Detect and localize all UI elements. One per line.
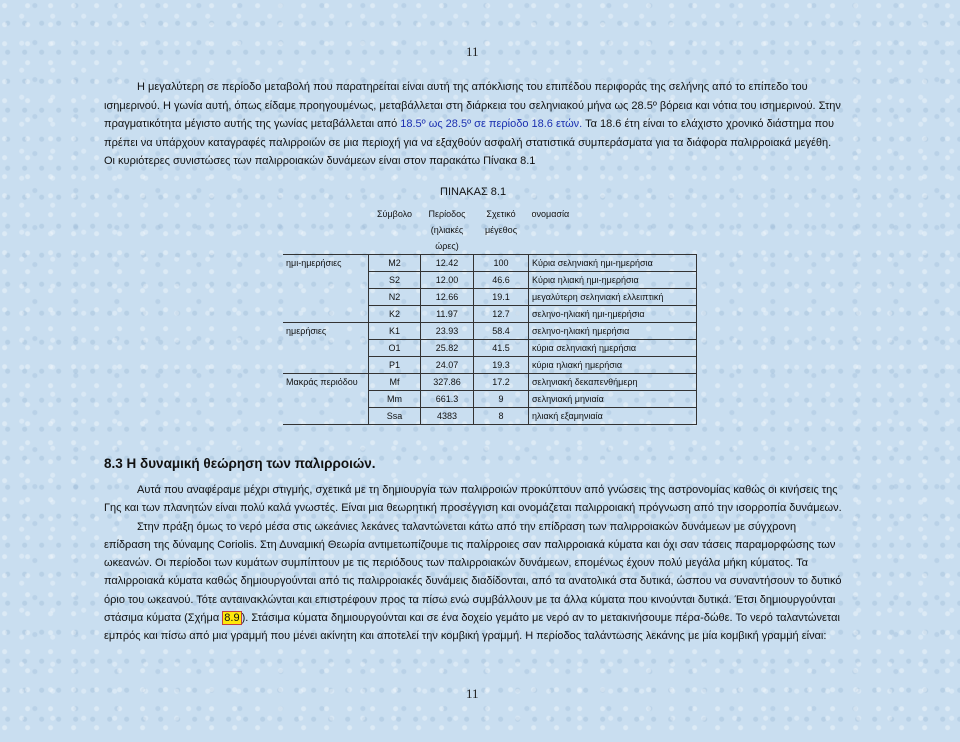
table-row: [283, 272, 697, 289]
table-row: [283, 408, 697, 425]
header-period: Περίοδος (ηλιακές ώρες): [428, 209, 466, 251]
cell-relative: 8: [474, 408, 529, 425]
cell-group: [283, 408, 369, 425]
cell-name: Κύρια σεληνιακή ημι-ημερήσια: [529, 255, 697, 272]
cell-relative: 19.1: [474, 289, 529, 306]
cell-group: [283, 391, 369, 408]
cell-relative: 41.5: [474, 340, 529, 357]
cell-group: [283, 289, 369, 306]
cell-period: 661.3: [421, 391, 474, 408]
cell-symbol: M2: [369, 255, 421, 272]
cell-period: 11.97: [421, 306, 474, 323]
intro-text-continued: Τα 18.6 έτη είναι το ελάχιστο χρονικό διάστημα που πρέπει να υπάρχουν καταγραφές παλιρροιών σε μια περιοχή για να εξαχθούν ασφαλή στατιστικά συμπεράσματα για τα διάφορα παλιρροιακά μεγέθη. Οι κυριότερες συνιστώσες των παλιρροιακών δυνάμεων είναι στον παρακάτω Πίνακα 8.1: [104, 118, 835, 168]
table-row: [283, 357, 697, 374]
cell-relative: 9: [474, 391, 529, 408]
cell-symbol: O1: [369, 340, 421, 357]
cell-symbol: P1: [369, 357, 421, 374]
cell-symbol: K2: [369, 306, 421, 323]
cell-relative: 58.4: [474, 323, 529, 340]
section-para-1: Αυτά που αναφέραμε μέχρι στιγμής, σχετικά με τη δημιουργία των παλιρροιών προκύπτουν από γνώσεις της αστρονομίας καθώς οι κινήσεις της Γης και των πλανητών είναι πολύ καλά γνωστές. Είναι μια θεωρητική προσέγγιση και ονομάζεται παλιρροιακή πρόγνωση από την ισορροπία δυνάμεων.: [104, 484, 842, 515]
intro-text: Η μεγαλύτερη σε περίοδο μεταβολή που παρατηρείται είναι αυτή της απόκλισης του επιπέδου περιφοράς της σελήνης από το επίπεδο του ισημερινού. Η γωνία αυτή, όπως είδαμε προηγουμένως, μεταβάλλεται στη διάρκεια του σεληνιακού μήνα ως 28.5º βόρεια και νότια του ισημερινού. Στην πραγματικότητα μέγιστο αυτής της γωνίας μεταβάλλεται από: [104, 81, 841, 131]
table-row: [283, 255, 697, 272]
table-row: [283, 391, 697, 408]
section-para-2-continued: ). Στάσιμα κύματα δημιουργούνται και σε ένα δοχείο γεμάτο με νερό αν το μετακινήσουμε πέρα-δώθε. Το νερό ταλαντώνεται εμπρός και πίσω από μια γραμμή που μένει ακίνητη και αποτελεί την κομβική γραμμή. Η περίοδος ταλάντωσης λεκάνης με μία κομβική γραμμή είναι:: [104, 612, 840, 643]
cell-symbol: K1: [369, 323, 421, 340]
section-heading: 8.3 Η δυναμική θεώρηση των παλιρροιών.: [104, 456, 376, 471]
cell-relative: 12.7: [474, 306, 529, 323]
page-number-top: 11: [466, 44, 479, 59]
cell-period: 4383: [421, 408, 474, 425]
cell-period: 12.42: [421, 255, 474, 272]
page-number-bottom: 11: [466, 686, 479, 701]
header-relative: Σχετικό μέγεθος: [484, 209, 518, 235]
cell-group: [283, 340, 369, 357]
cell-period: 12.66: [421, 289, 474, 306]
cell-symbol: Mm: [369, 391, 421, 408]
cell-group: ημι-ημερήσιες: [283, 255, 369, 272]
intro-highlight: 18.5º ως 28.5º σε περίοδο 18.6 ετών.: [400, 118, 583, 131]
cell-group: [283, 306, 369, 323]
cell-name: μεγαλύτερη σεληνιακή ελλειπτική: [529, 289, 697, 306]
cell-name: σεληνο-ηλιακή ημι-ημερήσια: [529, 306, 697, 323]
cell-relative: 100: [474, 255, 529, 272]
section-para-2: Στην πράξη όμως το νερό μέσα στις ωκεάνιες λεκάνες ταλαντώνεται κάτω από την επίδραση των παλιρροιακών δυνάμεων με σύγχρονη επίδραση της δύναμης Coriolis. Στη Δυναμική Θεωρία αντιμετωπίζουμε τις παλίρροιες σαν παλιρροιακά κύματα και όχι σαν τάσεις παραμορφώσης των ωκεανών. Οι περίοδοι των κυμάτων συμπίπτουν με τις περιόδους των παλιρροιακών δυνάμεων, επομένως έχουν πολύ μεγάλα μήκη κύματος. Τα παλιρροιακά κύματα καθώς δημιουργούνται από τις παλιρροιακές δυνάμεις διαδίδονται, από τα ανατολικά στα δυτικά, ώσπου να συναντήσουν το δυτικό όριο του ωκεανού. Τότε ανταινακλώνται και επιστρέφουν προς τα πίσω ενώ συμβάλλουν με τα άλλα κύματα που κινούνται δυτικά. Έτσι δημιουργούνται στάσιμα κύματα (Σχήμα: [104, 520, 842, 625]
cell-group: [283, 272, 369, 289]
cell-symbol: N2: [369, 289, 421, 306]
cell-name: ηλιακή εξαμηνιαία: [529, 408, 697, 425]
figure-reference[interactable]: 8.9: [224, 612, 240, 625]
cell-name: κύρια ηλιακή ημερήσια: [529, 357, 697, 374]
table-row: [283, 374, 697, 391]
cell-group: ημερήσιες: [283, 323, 369, 340]
cell-period: 12.00: [421, 272, 474, 289]
cell-period: 327.86: [421, 374, 474, 391]
cell-relative: 46.6: [474, 272, 529, 289]
table-row: [283, 306, 697, 323]
header-name: ονομασία: [531, 209, 570, 219]
cell-period: 24.07: [421, 357, 474, 374]
cell-group: Μακράς περιόδου: [283, 374, 369, 391]
cell-group: [283, 357, 369, 374]
header-symbol: Σύμβολο: [376, 209, 413, 219]
cell-name: Κύρια ηλιακή ημι-ημερήσια: [529, 272, 697, 289]
cell-relative: 17.2: [474, 374, 529, 391]
cell-name: σεληνιακή μηνιαία: [529, 391, 697, 408]
table-row: [283, 340, 697, 357]
cell-name: κύρια σεληνιακή ημερήσια: [529, 340, 697, 357]
cell-period: 25.82: [421, 340, 474, 357]
cell-name: σεληνιακή δεκαπενθήμερη: [529, 374, 697, 391]
table-row: [283, 323, 697, 340]
table-row: [283, 289, 697, 306]
table-body: [283, 255, 697, 425]
cell-name: σεληνο-ηλιακή ημερήσια: [529, 323, 697, 340]
intro-paragraph: [104, 78, 844, 171]
tidal-components-table: [283, 202, 697, 425]
table-header-row: [283, 202, 697, 255]
cell-symbol: Mf: [369, 374, 421, 391]
cell-symbol: Ssa: [369, 408, 421, 425]
table-title: ΠΙΝΑΚΑΣ 8.1: [440, 186, 507, 198]
cell-relative: 19.3: [474, 357, 529, 374]
section-body: [104, 481, 844, 646]
cell-period: 23.93: [421, 323, 474, 340]
cell-symbol: S2: [369, 272, 421, 289]
